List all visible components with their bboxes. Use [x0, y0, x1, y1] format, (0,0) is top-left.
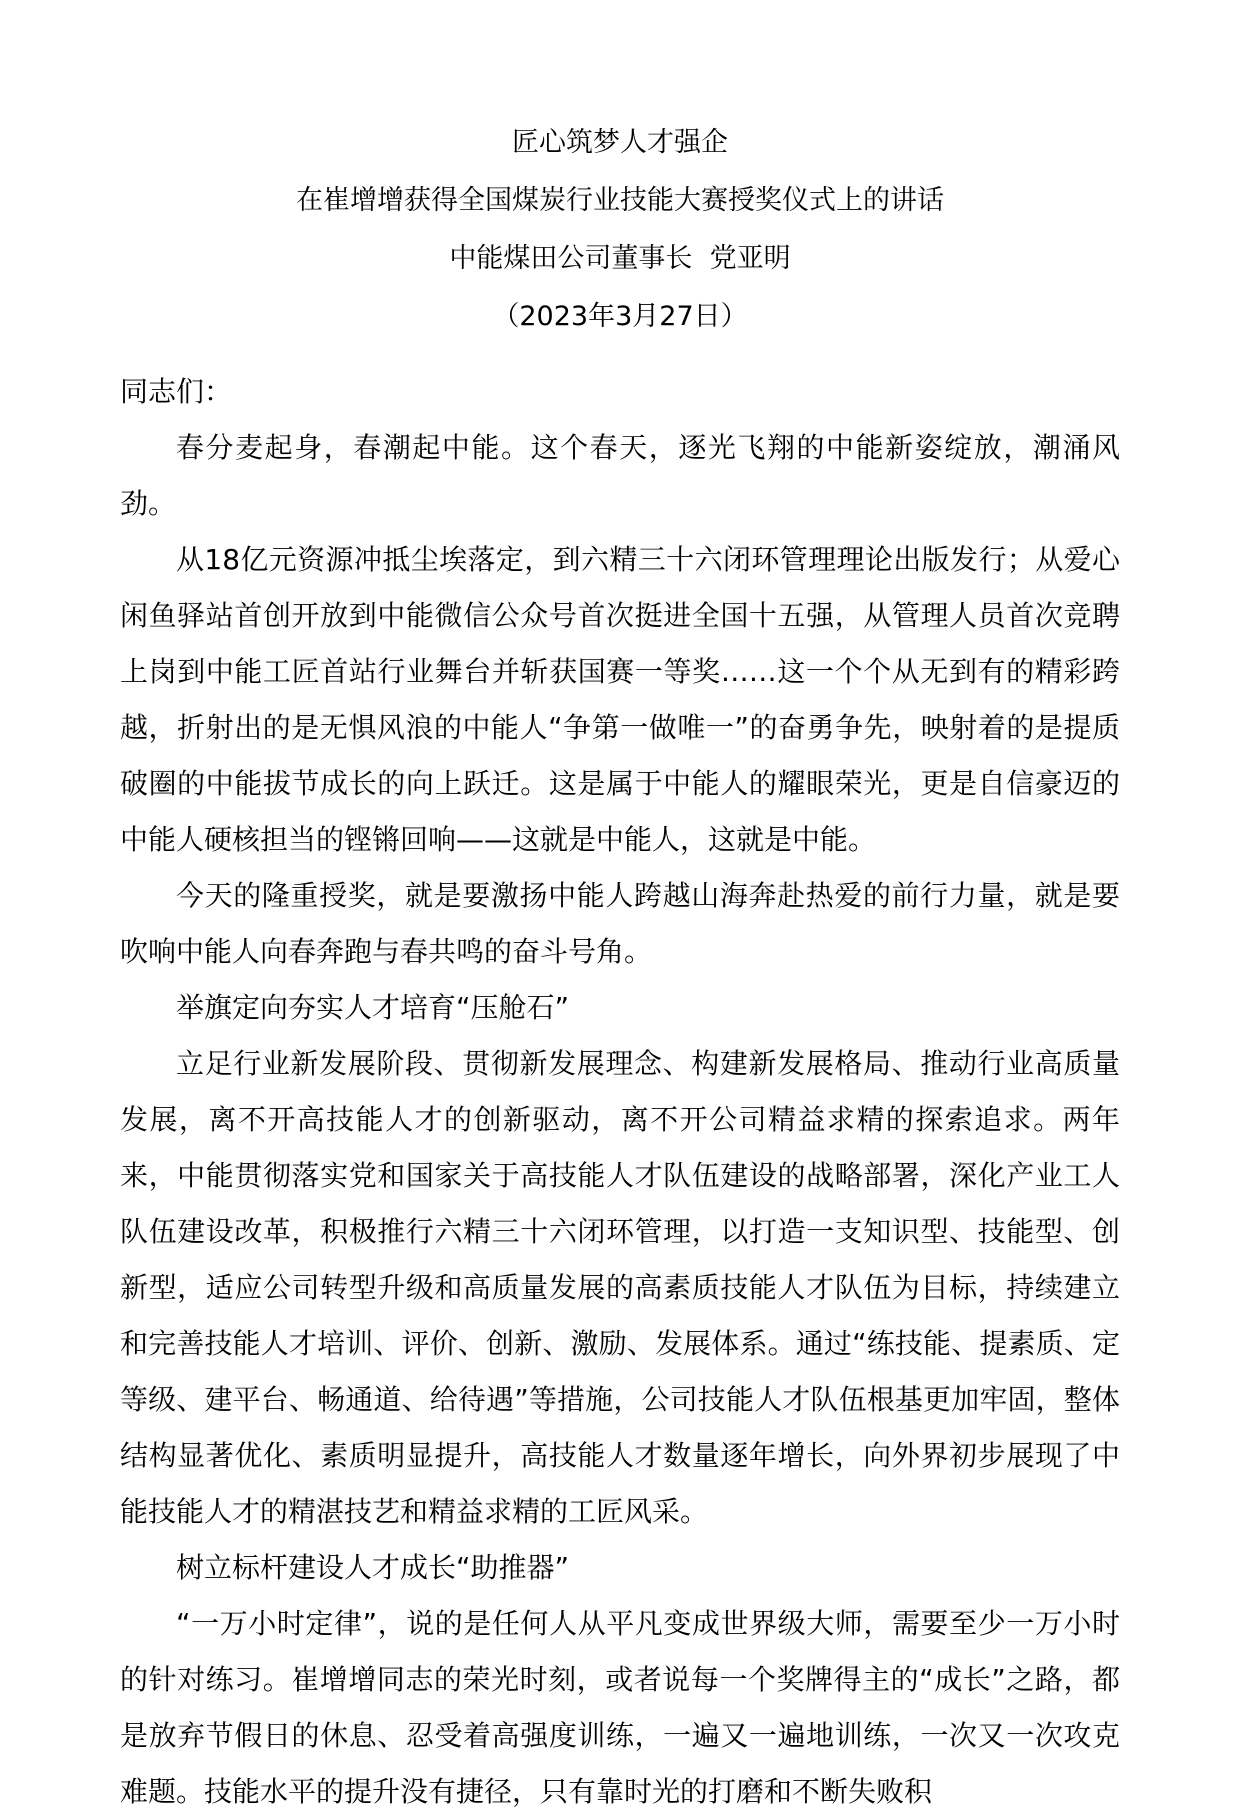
speech-date: （2023年3月27日）: [492, 301, 748, 332]
paragraph: 今天的隆重授奖，就是要激扬中能人跨越山海奔赴热爱的前行力量，就是要吹响中能人向春奔跑与春共鸣的奋斗号角。: [120, 879, 1120, 968]
paragraph: 从18亿元资源冲抵尘埃落定，到六精三十六闭环管理理论出版发行；从爱心闲鱼驿站首创开放到中能微信公众号首次挺进全国十五强，从管理人员首次竞聘上岗到中能工匠首站行业舞台并斩获国赛一等奖……这一个个从无到有的精彩跨越，折射出的是无惧风浪的中能人“争第一做唯一”的奋勇争先，映射着的是提质破圈的中能拔节成长的向上跃迁。这是属于中能人的耀眼荣光，更是自信豪迈的中能人硬核担当的铿锵回响——这就是中能人，这就是中能。: [120, 543, 1120, 856]
section-heading: 举旗定向夯实人才培育“压舱石”: [176, 991, 570, 1024]
paragraph: “一万小时定律”，说的是任何人从平凡变成世界级大师，需要至少一万小时的针对练习。崔增增同志的荣光时刻，或者说每一个奖牌得主的“成长”之路，都是放弃节假日的休息、忍受着高强度训练，一遍又一遍地训练，一次又一次攻克难题。技能水平的提升没有捷径，只有靠时光的打磨和不断失败积: [120, 1607, 1120, 1808]
section-heading: 树立标杆建设人才成长“助推器”: [176, 1551, 570, 1584]
paragraph: 春分麦起身，春潮起中能。这个春天，逐光飞翔的中能新姿绽放，潮涌风劲。: [120, 431, 1120, 520]
paragraph: 立足行业新发展阶段、贯彻新发展理念、构建新发展格局、推动行业高质量发展，离不开高技能人才的创新驱动，离不开公司精益求精的探索追求。两年来，中能贯彻落实党和国家关于高技能人才队伍建设的战略部署，深化产业工人队伍建设改革，积极推行六精三十六闭环管理，以打造一支知识型、技能型、创新型，适应公司转型升级和高质量发展的高素质技能人才队伍为目标，持续建立和完善技能人才培训、评价、创新、激励、发展体系。通过“练技能、提素质、定等级、建平台、畅通道、给待遇”等措施，公司技能人才队伍根基更加牢固，整体结构显著优化、素质明显提升，高技能人才数量逐年增长，向外界初步展现了中能技能人才的精湛技艺和精益求精的工匠风采。: [120, 1047, 1120, 1528]
document-title: 匠心筑梦人才强企: [512, 127, 728, 158]
salutation: 同志们：: [120, 375, 233, 408]
speaker-line: 中能煤田公司董事长 党亚明: [449, 243, 791, 274]
document-header: [0, 124, 1240, 356]
document-body: [120, 364, 1120, 1820]
document-subtitle: 在崔增增获得全国煤炭行业技能大赛授奖仪式上的讲话: [296, 185, 944, 216]
